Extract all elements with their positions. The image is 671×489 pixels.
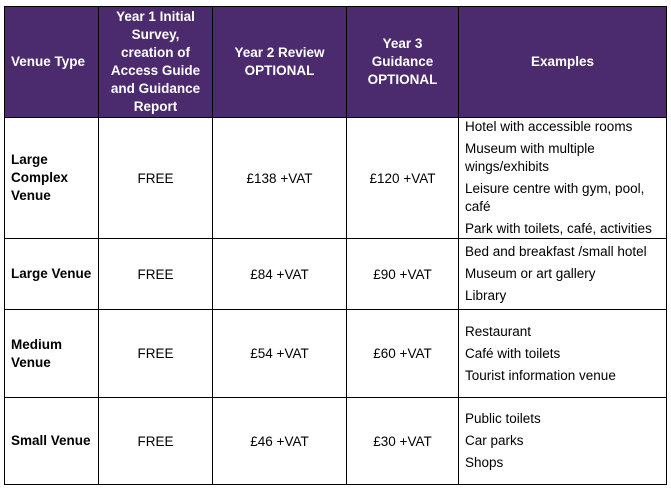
venue-type-cell: Large Complex Venue [5,118,99,239]
example-item: Public toilets [465,411,541,426]
example-item: Museum with multiple wings/exhibits [465,141,595,174]
year1-price-cell: FREE [99,239,213,310]
year2-price-cell: £84 +VAT [213,239,347,310]
venue-type-cell: Large Venue [5,239,99,310]
example-item: Shops [465,455,504,470]
header-row [5,7,667,118]
table-row-small-venue [5,398,667,485]
pricing-table [4,6,667,485]
example-item: Bed and breakfast /small hotel [465,244,647,259]
header-year1: Year 1 Initial Survey, creation of Access Guide and Guidance Report [99,7,213,118]
year3-price-cell: £120 +VAT [347,118,459,239]
example-item: Park with toilets, café, activities [465,221,652,236]
examples-cell [459,239,667,310]
example-item: Café with toilets [465,345,561,361]
examples-cell [459,310,667,398]
examples-cell [459,398,667,485]
venue-type-cell: Small Venue [5,398,99,485]
year1-price-cell: FREE [99,310,213,398]
example-item: Library [465,288,507,303]
examples-cell [459,118,667,239]
year2-price-cell: £46 +VAT [213,398,347,485]
year2-price-cell: £138 +VAT [213,118,347,239]
example-item: Hotel with accessible rooms [465,119,633,134]
example-item: Tourist information venue [465,367,616,383]
year3-price-cell: £90 +VAT [347,239,459,310]
header-venue-type: Venue Type [5,7,99,118]
year2-price-cell: £54 +VAT [213,310,347,398]
header-year2: Year 2 Review OPTIONAL [213,7,347,118]
table-row-large-complex-venue [5,118,667,239]
year3-price-cell: £60 +VAT [347,310,459,398]
year1-price-cell: FREE [99,398,213,485]
table-row-medium-venue [5,310,667,398]
example-item: Restaurant [465,323,532,339]
venue-type-cell: Medium Venue [5,310,99,398]
header-examples: Examples [459,7,667,118]
example-item: Museum or art gallery [465,266,596,281]
table-row-large-venue [5,239,667,310]
header-year3: Year 3 Guidance OPTIONAL [347,7,459,118]
year3-price-cell: £30 +VAT [347,398,459,485]
example-item: Car parks [465,433,524,448]
year1-price-cell: FREE [99,118,213,239]
example-item: Leisure centre with gym, pool, café [465,181,645,214]
